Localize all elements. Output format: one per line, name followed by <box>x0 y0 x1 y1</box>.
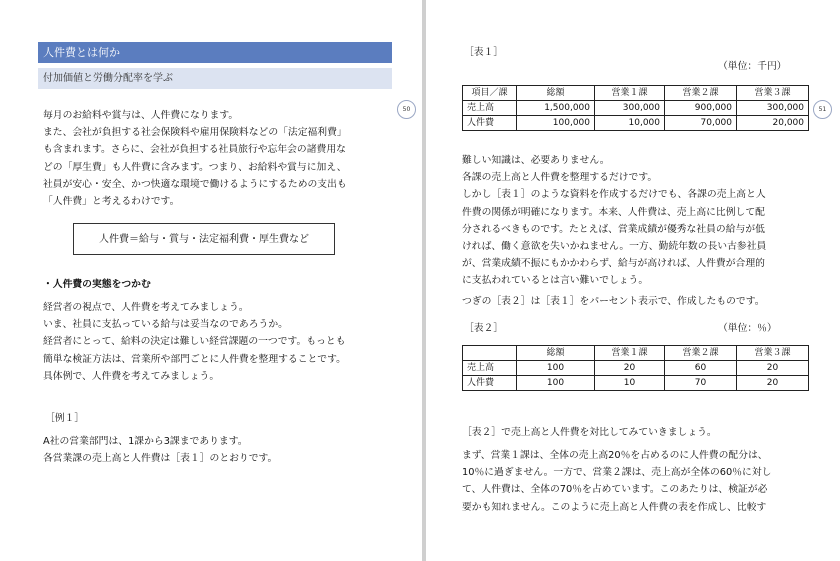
table-row <box>463 116 809 131</box>
text-line: 毎月のお給料や賞与は、人件費になります。 <box>43 110 239 121</box>
text-line: いま、社員に支払っている給与は妥当なのであろうか。 <box>43 319 288 331</box>
table-row <box>463 376 809 391</box>
table-header-cell: 総額 <box>517 86 595 101</box>
text-line: 件費の関係が明確になります。本来、人件費は、売上高に比例して配 <box>462 206 765 218</box>
text-line: A社の営業部門は、1課から3課まであります。 <box>43 436 248 447</box>
compare-text: ［表２］で売上高と人件費を対比してみていきましょう。 <box>462 427 717 438</box>
table-cell: 売上高 <box>463 361 517 376</box>
text-line: 経営者の視点で、人件費を考えてみましょう。 <box>43 302 249 313</box>
table-cell: 20,000 <box>737 116 809 131</box>
table-cell: 100 <box>517 376 595 391</box>
example-label: ［例１］ <box>45 413 85 424</box>
text-line: 難しい知識は、必要ありません。 <box>462 155 610 166</box>
text-line: も含まれます。さらに、会社が負担する社員旅行や忘年会の諸費用な <box>43 144 346 156</box>
section-paragraph <box>43 299 346 385</box>
table-cell: 売上高 <box>463 101 517 116</box>
table-cell: 20 <box>737 376 809 391</box>
page-number-badge: 51 <box>813 100 832 119</box>
table-cell: 20 <box>595 361 665 376</box>
table2 <box>462 345 809 391</box>
text-line: に支払われているとは言い難いでしょう。 <box>462 275 649 287</box>
section-subtitle: 付加価値と労働分配率を学ぶ <box>38 68 392 89</box>
lead-text: つぎの［表２］は［表１］をパーセント表示で、作成したものです。 <box>462 296 765 307</box>
table-row <box>463 361 809 376</box>
table-header-row <box>463 86 809 101</box>
text-line: 「人件費」と考えるわけです。 <box>43 195 180 207</box>
text-line: 10％に過ぎません。一方で、営業２課は、売上高が全体の60％に対し <box>462 467 772 479</box>
table-cell: 100 <box>517 361 595 376</box>
text-line: また、会社が負担する社会保険料や雇用保険料などの「法定福利費」 <box>43 127 347 139</box>
table-row <box>463 101 809 116</box>
text-line: が、営業成績不振にもかかわらず、給与が高ければ、人件費が合理的 <box>462 258 765 270</box>
table-cell: 10 <box>595 376 665 391</box>
text-line: 具体例で、人件費を考えてみましょう。 <box>43 370 220 382</box>
table-cell: 20 <box>737 361 809 376</box>
table1 <box>462 85 809 131</box>
formula-box: 人件費＝給与・賞与・法定福利費・厚生費など <box>73 223 335 255</box>
text-line: 分されるべきものです。たとえば、営業成績が優秀な社員の給与が低 <box>462 223 765 235</box>
explanation-paragraph <box>462 152 766 290</box>
table-header-cell: 営業３課 <box>737 346 809 361</box>
text-line: 社員が安心・安全、かつ快適な環境で働けるようにするための支出も <box>43 178 347 190</box>
section-title: 人件費とは何か <box>38 42 392 63</box>
analysis-paragraph <box>462 447 771 516</box>
text-line: ければ、働く意欲を失いかねません。一方、勤続年数の長い古参社員 <box>462 240 767 252</box>
table-header-cell: 営業１課 <box>595 86 665 101</box>
table-cell: 300,000 <box>737 101 809 116</box>
table-cell: 300,000 <box>595 101 665 116</box>
table-header-cell: 営業１課 <box>595 346 665 361</box>
table1-label: ［表１］ <box>464 47 504 58</box>
table2-label: ［表２］ <box>464 323 504 334</box>
table-header-cell: 営業２課 <box>665 346 737 361</box>
table-cell: 100,000 <box>517 116 595 131</box>
table-cell: 900,000 <box>665 101 737 116</box>
table2-unit: （単位：％） <box>718 323 777 334</box>
table-cell: 70,000 <box>665 116 737 131</box>
table-cell: 60 <box>665 361 737 376</box>
text-line: 経営者にとって、給料の決定は難しい経営課題の一つです。もっとも <box>43 336 346 348</box>
text-line: 要かも知れません。このように売上高と人件費の表を作成し、比較す <box>462 501 767 513</box>
table-header-cell: 項目／課 <box>463 86 517 101</box>
table-cell: 70 <box>665 376 737 391</box>
table-cell: 10,000 <box>595 116 665 131</box>
text-line: 各課の売上高と人件費を整理するだけです。 <box>462 172 658 184</box>
table-cell: 1,500,000 <box>517 101 595 116</box>
table-header-row <box>463 346 809 361</box>
table-header-cell: 営業２課 <box>665 86 737 101</box>
page-number-badge: 50 <box>397 100 416 119</box>
intro-paragraph <box>43 107 347 210</box>
text-line: て、人件費は、全体の70％を占めています。このあたりは、検証が必 <box>462 484 768 496</box>
table-header-cell <box>463 346 517 361</box>
text-line: 簡単な検証方法は、営業所や部門ごとに人件費を整理することです。 <box>43 353 346 365</box>
table-cell: 人件費 <box>463 116 517 131</box>
text-line: どの「厚生費」も人件費に含みます。つまり、お給料や賞与に加え、 <box>43 161 347 173</box>
text-line: 各営業課の売上高と人件費は［表１］のとおりです。 <box>43 453 278 465</box>
table1-unit: （単位：千円） <box>718 61 787 72</box>
example-paragraph <box>43 433 277 467</box>
section-heading: ・人件費の実態をつかむ <box>43 279 151 290</box>
table-cell: 人件費 <box>463 376 517 391</box>
table-header-cell: 営業３課 <box>737 86 809 101</box>
right-page <box>426 0 840 561</box>
text-line: まず、営業１課は、全体の売上高20％を占めるのに人件費の配分は、 <box>462 450 768 461</box>
table-header-cell: 総額 <box>517 346 595 361</box>
text-line: しかし［表１］のような資料を作成するだけでも、各課の売上高と人 <box>462 189 766 201</box>
